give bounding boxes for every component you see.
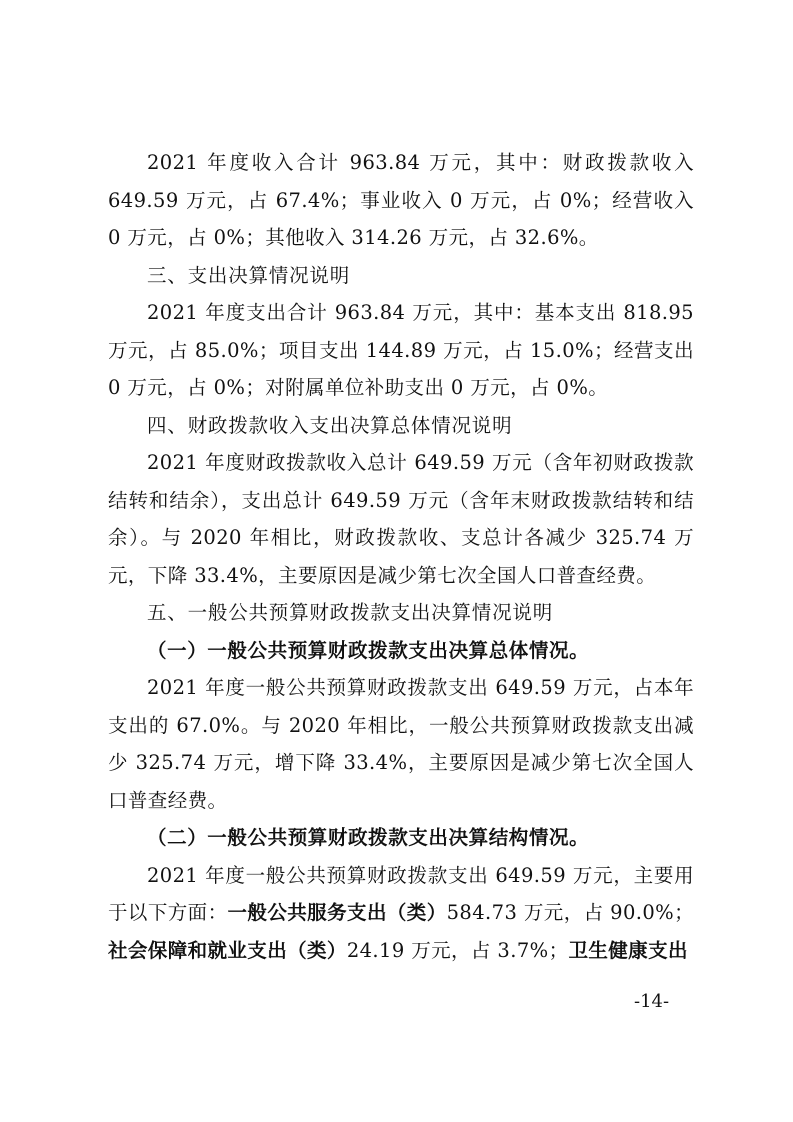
page-number: -14-: [634, 991, 670, 1012]
social-security-value: 24.19 万元，占 3.7%；: [346, 938, 569, 962]
general-budget-section-heading: 五、一般公共预算财政拨款支出决算情况说明: [147, 601, 554, 624]
health-expenditure-label: 卫生健康支出: [568, 938, 688, 962]
fiscal-appropriation-paragraph: 2021 年度财政拨款收入总计 649.59 万元（含年初财政拨款结转和结余），支出总计 649.59 万元（含年末财政拨款结转和结余）。与 2020 年相比，财政拨款收、支总计各减少 325.74 万元，下降 33.4%，主要原因是减少第七次全国人口普查经费。: [108, 451, 694, 587]
expenditure-summary-paragraph: 2021 年度支出合计 963.84 万元，其中：基本支出 818.95 万元，占 85.0%；项目支出 144.89 万元，占 15.0%；经营支出 0 万元，占 0%；对附属单位补助支出 0 万元，占 0%。: [108, 301, 694, 399]
fiscal-appropriation-section-heading: 四、财政拨款收入支出决算总体情况说明: [147, 413, 513, 437]
general-budget-overall-subheading: （一）一般公共预算财政拨款支出决算总体情况。: [147, 638, 590, 662]
income-summary-paragraph: 2021 年度收入合计 963.84 万元，其中：财政拨款收入 649.59 万元，占 67.4%；事业收入 0 万元，占 0%；经营收入 0 万元，占 0%；其他收入 314.26 万元，占 32.6%。: [108, 151, 694, 249]
document-body: [108, 144, 694, 969]
general-public-services-value: 584.73 万元，占 90.0%；: [446, 901, 695, 924]
general-budget-structure-paragraph: [108, 857, 694, 970]
general-public-services-label: 一般公共服务支出（类）: [227, 901, 447, 924]
structure-intro-text: 2021 年度一般公共预算财政拨款支出 649.59 万元，主要用于以下方面：: [108, 863, 694, 924]
social-security-label: 社会保障和就业支出（类）: [108, 938, 347, 962]
general-budget-structure-subheading: （二）一般公共预算财政拨款支出决算结构情况。: [147, 826, 590, 849]
expenditure-section-heading: 三、支出决算情况说明: [147, 263, 351, 287]
general-budget-overall-paragraph: 2021 年度一般公共预算财政拨款支出 649.59 万元，占本年支出的 67.0%。与 2020 年相比，一般公共预算财政拨款支出减少 325.74 万元，增下降 33.4%，主要原因是减少第七次全国人口普查经费。: [108, 676, 694, 812]
